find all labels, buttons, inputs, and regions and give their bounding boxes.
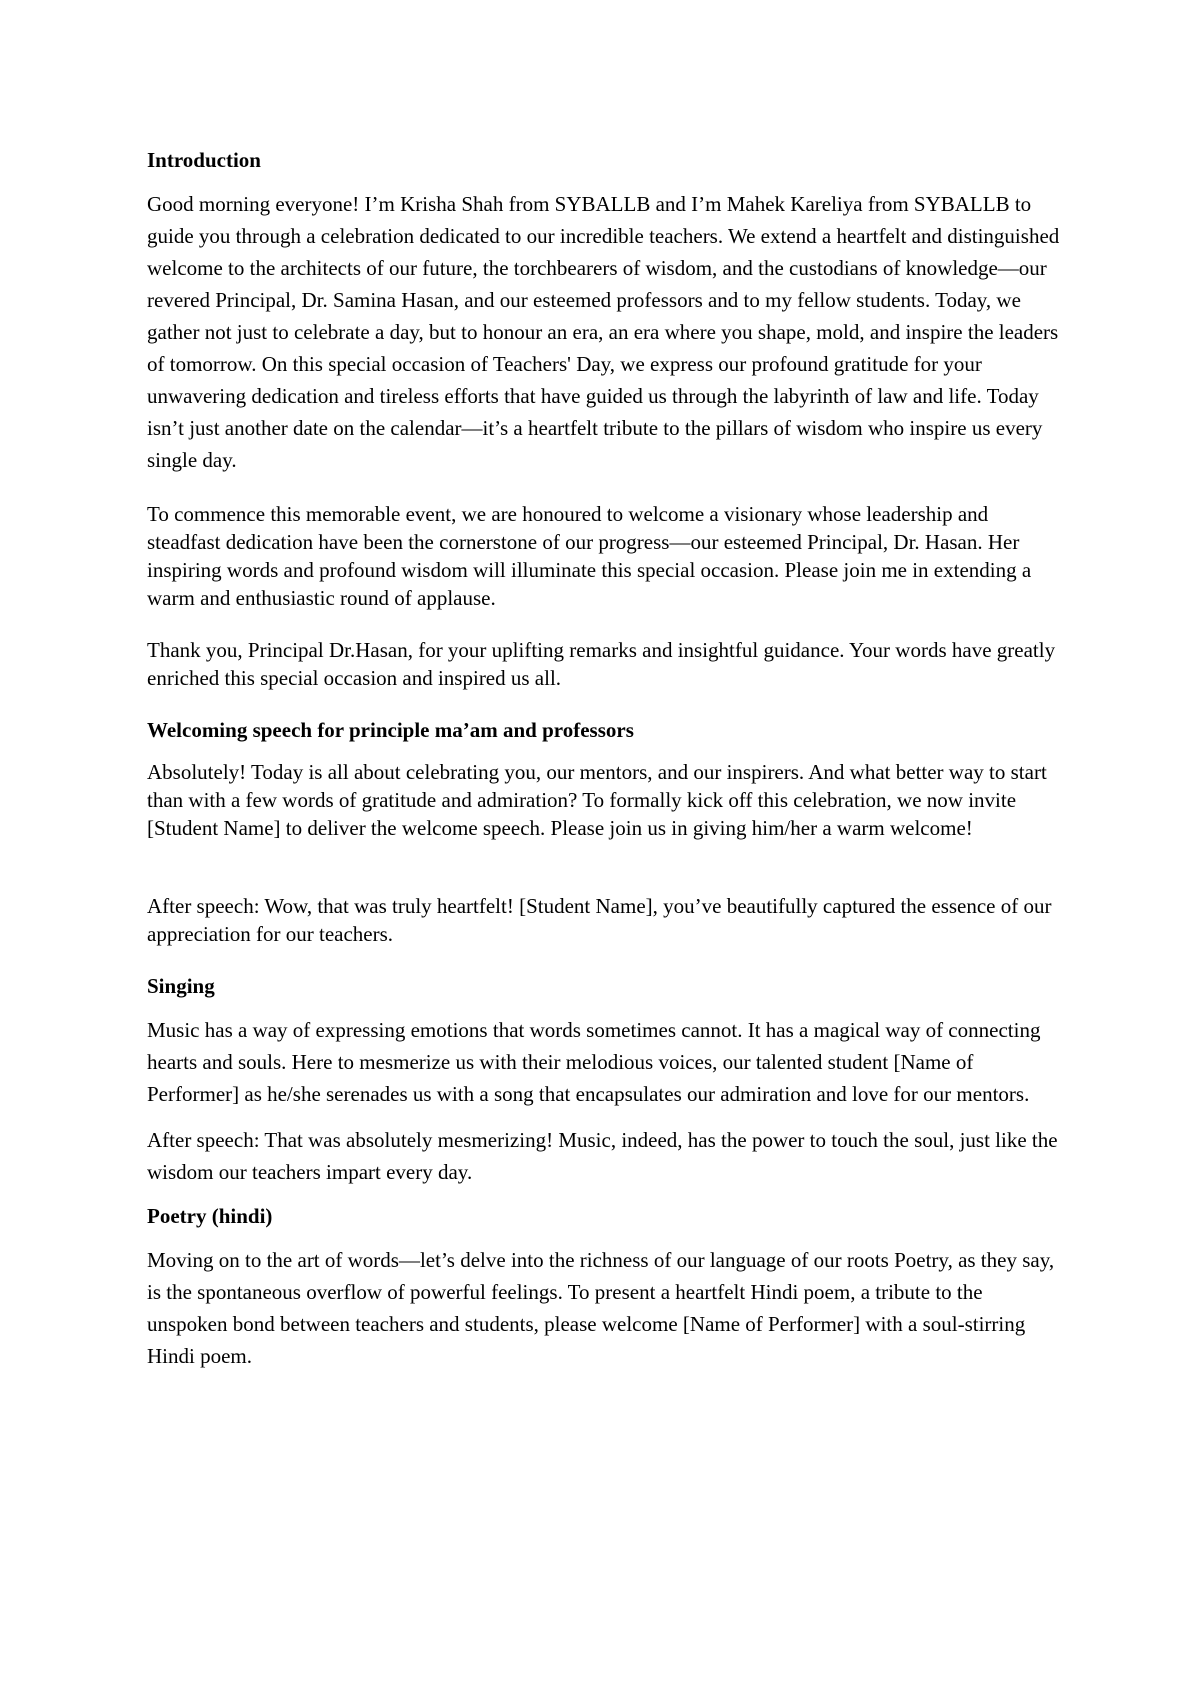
paragraph-introduction-welcome: Good morning everyone! I’m Krisha Shah from SYBALLB and I’m Mahek Kareliya from SYBALLB to guide you through a celebration dedicated to our incredible teachers. We extend a heartfelt and distinguished welcome to the architects of our future, the torchbearers of wisdom, and the custodians of knowledge—our revered Principal, Dr. Samina Hasan, and our esteemed professors and to my fellow students. Today, we gather not just to celebrate a day, but to honour an era, an era where you shape, mold, and inspire the leaders of tomorrow. On this special occasion of Teachers' Day, we express our profound gratitude for your unwavering dedication and tireless efforts that have guided us through the labyrinth of law and life. Today isn’t just another date on the calendar—it’s a heartfelt tribute to the pillars of wisdom who inspire us every single day. — [147, 192, 1060, 472]
section-heading-introduction: Introduction — [147, 148, 261, 172]
paragraph-welcoming-invitation: Absolutely! Today is all about celebrating you, our mentors, and our inspirers. And what better way to start than with a few words of gratitude and admiration? To formally kick off this celebration, we now invite [Student Name] to deliver the welcome speech. Please join us in giving him/her a warm welcome! — [147, 760, 1047, 840]
paragraph-singing-introduction: Music has a way of expressing emotions that words sometimes cannot. It has a magical way of connecting hearts and souls. Here to mesmerize us with their melodious voices, our talented student [Name of Performer] as he/she serenades us with a song that encapsulates our admiration and love for our mentors. — [147, 1018, 1041, 1106]
document-body — [147, 146, 1062, 1372]
section-heading-welcoming-speech: Welcoming speech for principle ma’am and professors — [147, 718, 634, 742]
section-heading-poetry: Poetry (hindi) — [147, 1204, 273, 1228]
paragraph-principal-invitation: To commence this memorable event, we are honoured to welcome a visionary whose leadership and steadfast dedication have been the cornerstone of our progress—our esteemed Principal, Dr. Hasan. Her inspiring words and profound wisdom will illuminate this special occasion. Please join me in extending a warm and enthusiastic round of applause. — [147, 502, 1032, 610]
paragraph-welcoming-after-speech: After speech: Wow, that was truly heartfelt! [Student Name], you’ve beautifully captured the essence of our appreciation for our teachers. — [147, 894, 1052, 946]
paragraph-poetry-introduction: Moving on to the art of words—let’s delve into the richness of our language of our roots Poetry, as they say, is the spontaneous overflow of powerful feelings. To present a heartfelt Hindi poem, a tribute to the unspoken bond between teachers and students, please welcome [Name of Performer] with a soul-stirring Hindi poem. — [147, 1248, 1055, 1368]
section-heading-singing: Singing — [147, 974, 215, 998]
paragraph-principal-thanks: Thank you, Principal Dr.Hasan, for your uplifting remarks and insightful guidance. Your words have greatly enriched this special occasion and inspired us all. — [147, 638, 1056, 690]
paragraph-singing-after-speech: After speech: That was absolutely mesmerizing! Music, indeed, has the power to touch the soul, just like the wisdom our teachers impart every day. — [147, 1128, 1058, 1184]
